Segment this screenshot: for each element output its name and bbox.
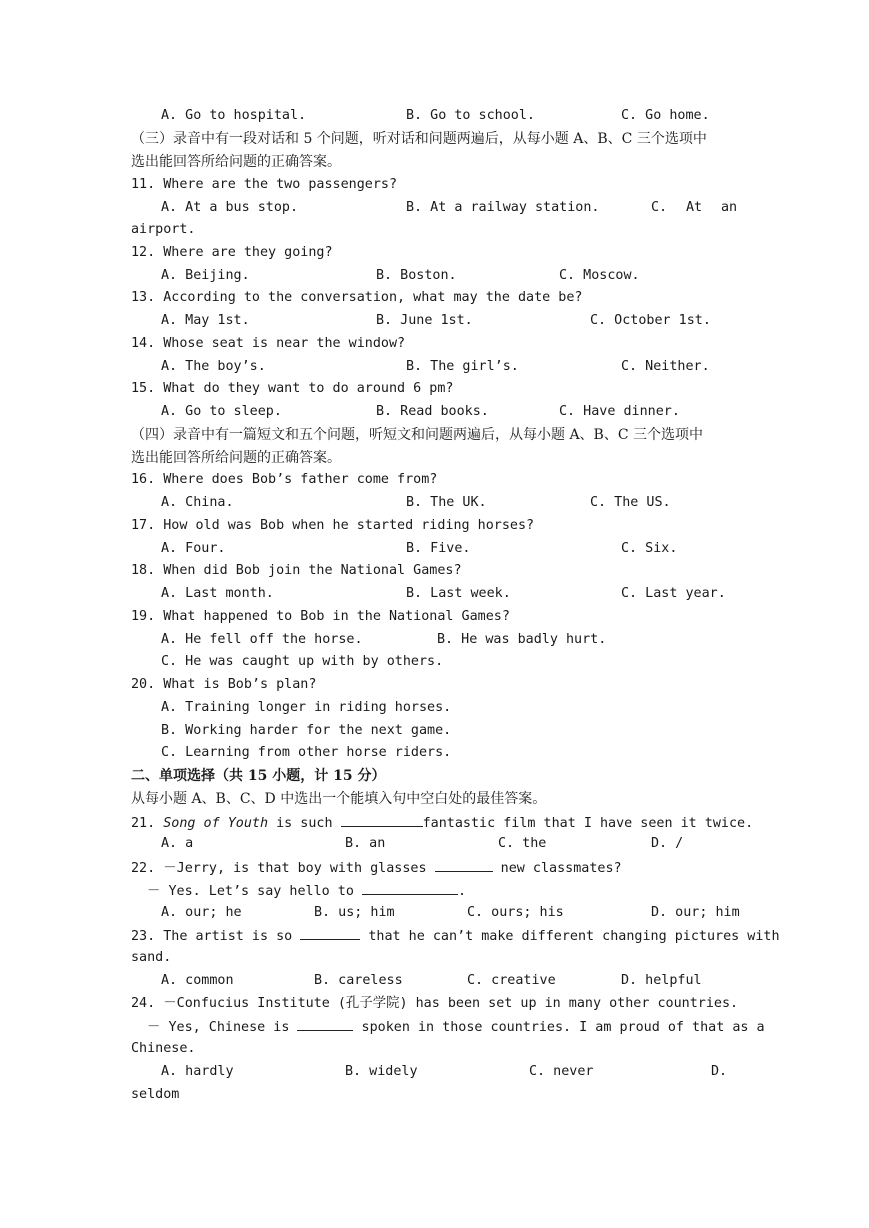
- part2-heading: 二、单项选择（共 15 小题，计 15 分）: [131, 768, 386, 784]
- q23-line1-end: that he can’t make different changing pictures with: [360, 929, 780, 944]
- q22-line1-start: 22. －Jerry, is that boy with glasses: [131, 861, 435, 876]
- q24-blank: [297, 1017, 353, 1031]
- q24-option-a: A. hardly: [161, 1064, 234, 1079]
- q24-line2: [147, 1017, 765, 1035]
- q10-option-a: A. Go to hospital.: [161, 108, 307, 123]
- q22-option-c: C. ours; his: [467, 905, 564, 920]
- q17-option-a: A. Four.: [161, 541, 226, 556]
- q15-option-c: C. Have dinner.: [559, 404, 680, 419]
- q21-title-italic: Song of Youth: [163, 816, 269, 831]
- q24-line1: 24. －Confucius Institute (孔子学院) has been set up in many other countries.: [131, 996, 739, 1011]
- q13-option-c: C. October 1st.: [590, 313, 711, 328]
- q18-option-c: C. Last year.: [621, 586, 726, 601]
- q21-option-d: D. /: [651, 836, 684, 851]
- q24-line3: Chinese.: [131, 1041, 196, 1056]
- q19-option-a: A. He fell off the horse.: [161, 632, 363, 647]
- section3-instruction-line1: （三）录音中有一段对话和 5 个问题，听对话和问题两遍后，从每小题 A、B、C 三个选项中: [131, 131, 707, 147]
- q16-option-a: A. China.: [161, 495, 234, 510]
- q17-option-b: B. Five.: [406, 541, 471, 556]
- q10-option-c: C. Go home.: [621, 108, 710, 123]
- q12-option-b: B. Boston.: [376, 268, 457, 283]
- q16-option-c: C. The US.: [590, 495, 671, 510]
- q11-option-c-word3: airport.: [131, 222, 196, 237]
- section4-instruction-line1: （四）录音中有一篇短文和五个问题，听短文和问题两遍后，从每小题 A、B、C 三个选项中: [131, 427, 704, 443]
- q16-option-b: B. The UK.: [406, 495, 487, 510]
- q17-option-c: C. Six.: [621, 541, 678, 556]
- q22-line2-start: － Yes. Let’s say hello to: [147, 884, 362, 899]
- q14-option-a: A. The boy’s.: [161, 359, 266, 374]
- q10-option-b: B. Go to school.: [406, 108, 535, 123]
- q23-option-d: D. helpful: [621, 973, 702, 988]
- q21-rest: fantastic film that I have seen it twice.: [422, 816, 754, 831]
- q17-stem: 17. How old was Bob when he started riding horses?: [131, 518, 535, 533]
- q22-option-b: B. us; him: [314, 905, 395, 920]
- q21-option-a: A. a: [161, 836, 194, 851]
- q24-option-c: C. never: [529, 1064, 594, 1079]
- q20-option-a: A. Training longer in riding horses.: [161, 700, 452, 715]
- q20-option-c: C. Learning from other horse riders.: [161, 745, 452, 760]
- q14-option-c: C. Neither.: [621, 359, 710, 374]
- q20-option-b: B. Working harder for the next game.: [161, 723, 452, 738]
- q21-option-c: C. the: [498, 836, 547, 851]
- q18-stem: 18. When did Bob join the National Games?: [131, 563, 462, 578]
- q15-option-a: A. Go to sleep.: [161, 404, 282, 419]
- q22-option-d: D. our; him: [651, 905, 740, 920]
- q13-stem: 13. According to the conversation, what may the date be?: [131, 290, 583, 305]
- q16-stem: 16. Where does Bob’s father come from?: [131, 472, 438, 487]
- q23-option-b: B. careless: [314, 973, 403, 988]
- q22-line1-end: new classmates?: [492, 861, 622, 876]
- section4-instruction-line2: 选出能回答所给问题的正确答案。: [131, 450, 341, 466]
- q11-option-a: A. At a bus stop.: [161, 200, 299, 215]
- q21-number: 21.: [131, 816, 164, 831]
- q21-option-b: B. an: [345, 836, 386, 851]
- q21-stem: [131, 813, 753, 831]
- q14-stem: 14. Whose seat is near the window?: [131, 336, 406, 351]
- q20-stem: 20. What is Bob’s plan?: [131, 677, 317, 692]
- q22-line1: [131, 858, 622, 876]
- q13-option-a: A. May 1st.: [161, 313, 250, 328]
- q24-line2-start: － Yes, Chinese is: [147, 1020, 298, 1035]
- q22-blank2: [362, 881, 458, 895]
- q11-option-b: B. At a railway station.: [406, 200, 600, 215]
- section3-instruction-line2: 选出能回答所给问题的正确答案。: [131, 154, 341, 170]
- q24-option-d-text: seldom: [131, 1087, 180, 1102]
- q22-line2: [147, 881, 466, 899]
- q14-option-b: B. The girl’s.: [406, 359, 519, 374]
- q11-option-c-label: C.: [651, 200, 668, 215]
- part2-instruction: 从每小题 A、B、C、D 中选出一个能填入句中空白处的最佳答案。: [131, 791, 547, 807]
- q18-option-b: B. Last week.: [406, 586, 511, 601]
- q24-option-b: B. widely: [345, 1064, 418, 1079]
- q19-option-c: C. He was caught up with by others.: [161, 654, 444, 669]
- q19-stem: 19. What happened to Bob in the National Games?: [131, 609, 510, 624]
- q24-option-d-label: D.: [711, 1064, 728, 1079]
- q19-option-b: B. He was badly hurt.: [437, 632, 607, 647]
- q23-line2: sand.: [131, 950, 172, 965]
- q23-line1: [131, 926, 780, 944]
- q11-option-c-word1: At: [686, 200, 703, 215]
- q22-option-a: A. our; he: [161, 905, 242, 920]
- q11-option-c-word2: an: [721, 200, 738, 215]
- q22-line2-end: .: [457, 884, 466, 899]
- q15-stem: 15. What do they want to do around 6 pm?: [131, 381, 454, 396]
- q22-blank1: [435, 858, 493, 872]
- q24-line2-end: spoken in those countries. I am proud of that as a: [353, 1020, 765, 1035]
- q12-stem: 12. Where are they going?: [131, 245, 333, 260]
- q12-option-a: A. Beijing.: [161, 268, 250, 283]
- q21-mid: is such: [268, 816, 341, 831]
- q13-option-b: B. June 1st.: [376, 313, 473, 328]
- q23-line1-start: 23. The artist is so: [131, 929, 301, 944]
- q23-blank: [300, 926, 360, 940]
- q23-option-c: C. creative: [467, 973, 556, 988]
- q21-blank: [341, 813, 423, 827]
- q11-stem: 11. Where are the two passengers?: [131, 177, 398, 192]
- q15-option-b: B. Read books.: [376, 404, 489, 419]
- q23-option-a: A. common: [161, 973, 234, 988]
- q12-option-c: C. Moscow.: [559, 268, 640, 283]
- q18-option-a: A. Last month.: [161, 586, 274, 601]
